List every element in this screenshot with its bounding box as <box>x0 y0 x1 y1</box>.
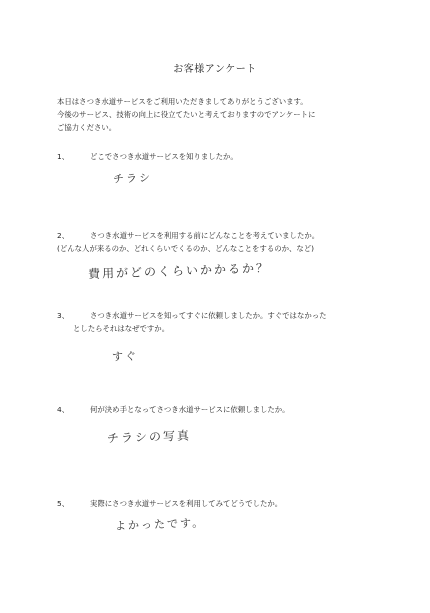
question-number: 3、 <box>57 311 70 320</box>
intro-line: 本日はさつき水道サービスをご利用いただきましてありがとうございます。 <box>57 97 308 106</box>
answer-3: すぐ <box>111 349 139 364</box>
intro-text <box>57 95 387 134</box>
intro-line: ご協力ください。 <box>57 123 117 132</box>
question-number: 5、 <box>57 499 70 508</box>
answer-1: チラシ <box>112 171 153 186</box>
answer-2: 費用がどのくらいかかるか？ <box>87 260 271 282</box>
answer-4: チラシの写真 <box>106 428 192 446</box>
question-number: 2、 <box>57 231 70 240</box>
page-title: お客様アンケート <box>173 64 257 75</box>
question-text: さつき水道サービスを知ってすぐに依頼しましたか。すぐではなかった <box>90 311 327 320</box>
question-text: 実際にさつき水道サービスを利用してみてどうでしたか。 <box>90 499 283 508</box>
question-text: さつき水道サービスを利用する前にどんなことを考えていましたか。 <box>90 231 320 240</box>
question-subtext: としたらそれはなぜですか。 <box>73 324 170 333</box>
question-subtext: (どんな人が来るのか、どれくらいでくるのか、どんなことをするのか、など) <box>57 244 315 253</box>
intro-line: 今後のサービス、技術の向上に役立てたいと考えておりますのでアンケートに <box>57 110 316 119</box>
answer-5: よかったです。 <box>114 516 206 533</box>
question-text: 何が決め手となってさつき水道サービスに依頼しましたか。 <box>90 405 290 414</box>
question-number: 1、 <box>57 152 70 161</box>
question-text: どこでさつき水道サービスを知りましたか。 <box>90 152 238 161</box>
question-number: 4、 <box>57 405 70 414</box>
